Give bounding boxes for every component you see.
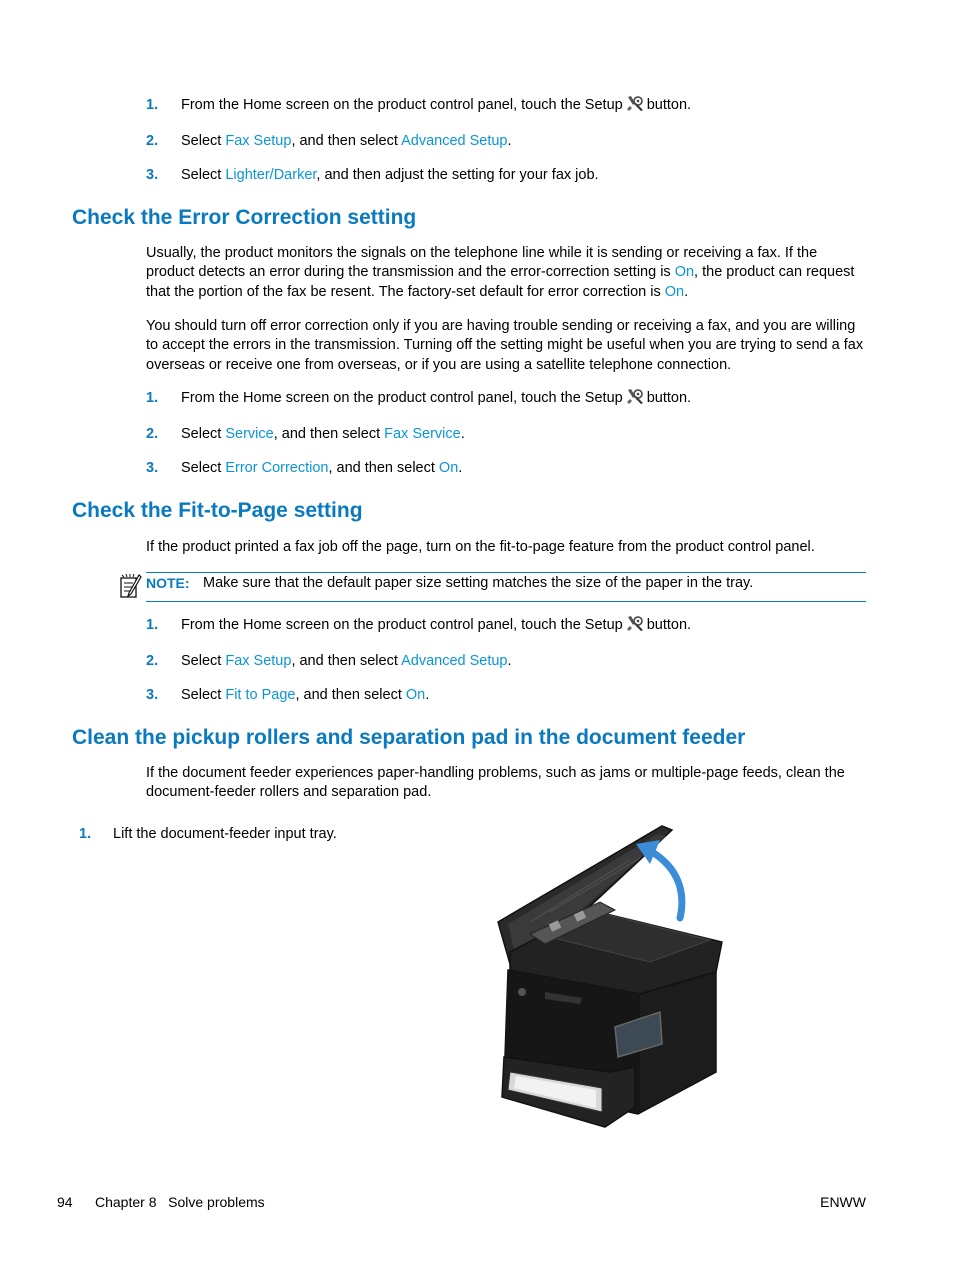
step-text: Select Service, and then select Fax Service.	[181, 426, 465, 442]
section-heading-error-correction: Check the Error Correction setting	[72, 206, 417, 229]
paragraph: Usually, the product monitors the signals on the telephone line while it is sending or receiving a fax. If the product detects an error during the transmission and the error-correction setting is On, the product can request that the portion of the fax be resent. The factory-set default for error correction is On.	[146, 245, 855, 300]
link-fax-setup[interactable]: Fax Setup	[225, 653, 292, 669]
step-text: Lift the document-feeder input tray.	[113, 826, 337, 842]
section-heading-clean-rollers: Clean the pickup rollers and separation pad in the document feeder	[72, 726, 746, 749]
step-number: 3.	[146, 460, 159, 476]
step-number: 2.	[146, 653, 159, 669]
link-service[interactable]: Service	[225, 426, 274, 442]
note-icon	[118, 573, 142, 599]
link-on[interactable]: On	[405, 687, 426, 703]
page-number: 94	[57, 1194, 73, 1210]
link-advanced-setup[interactable]: Advanced Setup	[401, 133, 508, 149]
link-lighter-darker[interactable]: Lighter/Darker	[225, 167, 317, 183]
step-text: Select Fax Setup, and then select Advanced Setup.	[181, 133, 512, 149]
note-box	[118, 571, 866, 602]
link-fit-to-page[interactable]: Fit to Page	[225, 687, 296, 703]
step-text: Select Fit to Page, and then select On.	[181, 687, 430, 703]
setup-icon	[625, 95, 645, 113]
step-text: From the Home screen on the product control panel, touch the Setup button.	[181, 97, 692, 113]
footer-right-label: ENWW	[820, 1194, 866, 1210]
link-advanced-setup[interactable]: Advanced Setup	[401, 653, 508, 669]
step-number: 3.	[146, 167, 159, 183]
note-text: Make sure that the default paper size setting matches the size of the paper in the tray.	[203, 575, 754, 591]
printer-illustration	[490, 822, 730, 1132]
step-text: From the Home screen on the product control panel, touch the Setup button.	[181, 617, 692, 633]
link-on[interactable]: On	[438, 460, 459, 476]
step-text: Select Fax Setup, and then select Advanced Setup.	[181, 653, 512, 669]
step-number: 3.	[146, 687, 159, 703]
link-fax-service[interactable]: Fax Service	[384, 426, 461, 442]
step-text: Select Error Correction, and then select On.	[181, 460, 463, 476]
link-on[interactable]: On	[674, 264, 695, 281]
step-text: From the Home screen on the product control panel, touch the Setup button.	[181, 390, 692, 406]
chapter-label: Chapter 8 Solve problems	[95, 1194, 265, 1210]
note-divider	[146, 601, 866, 602]
section-heading-fit-to-page: Check the Fit-to-Page setting	[72, 499, 363, 522]
step-number: 1.	[146, 617, 159, 633]
step-text: Select Lighter/Darker, and then adjust the setting for your fax job.	[181, 167, 599, 183]
step-number: 1.	[79, 826, 92, 842]
link-on[interactable]: On	[664, 283, 685, 300]
link-fax-setup[interactable]: Fax Setup	[225, 133, 292, 149]
step-number: 1.	[146, 390, 159, 406]
setup-icon	[625, 615, 645, 633]
step-number: 1.	[146, 97, 159, 113]
setup-icon	[625, 388, 645, 406]
step-number: 2.	[146, 426, 159, 442]
note-label: NOTE:	[146, 575, 190, 591]
link-error-correction[interactable]: Error Correction	[225, 460, 329, 476]
paragraph: If the product printed a fax job off the page, turn on the fit-to-page feature from the product control panel.	[146, 539, 815, 555]
step-number: 2.	[146, 133, 159, 149]
paragraph: If the document feeder experiences paper-handling problems, such as jams or multiple-page feeds, clean the document-feeder rollers and separation pad.	[146, 765, 845, 801]
paragraph: You should turn off error correction only if you are having trouble sending or receiving a fax, and you are willing to accept the errors in the transmission. Turning off the setting might be useful when you are trying to send a fax overseas or receive one from overseas, or if you are using a satellite telephone connection.	[146, 318, 864, 373]
